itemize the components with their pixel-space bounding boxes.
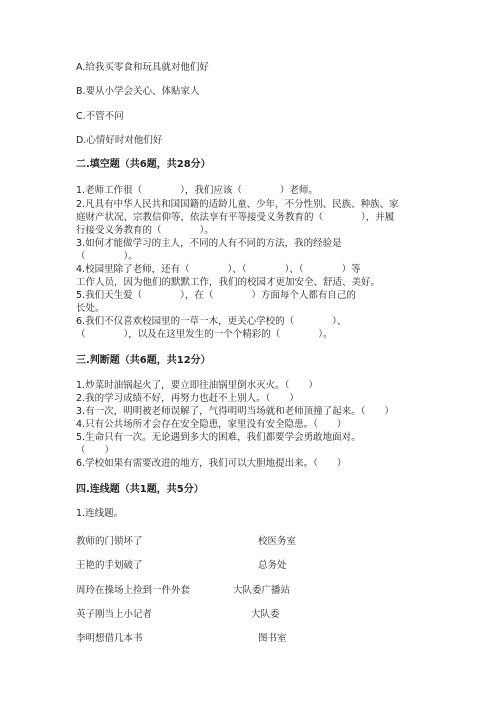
match-left-item: 李明想借几本书 — [76, 633, 143, 644]
judge-line: 2.我的学习成绩不好，再努力也赶不上别人。（ ） — [76, 393, 299, 404]
match-right-item: 总务处 — [258, 560, 287, 571]
fill-line: 庭财产状况、宗教信仰等，依法享有平等接受义务教育的（ ），并履 — [76, 212, 395, 223]
judge-line: 1.炒菜时油锅起火了，要立即往油锅里倒水灭火。（ ） — [76, 380, 318, 391]
fill-line: 2.凡具有中华人民共和国国籍的适龄儿童、少年，不分性别、民族、种族、家 — [76, 199, 399, 210]
judge-line: 6.学校如果有需要改进的地方，我们可以大胆地提出来。（ ） — [76, 458, 347, 469]
match-left-item: 教师的门锁坏了 — [76, 536, 143, 547]
match-right-item: 大队委 — [251, 609, 280, 620]
fill-line: 长处。 — [76, 303, 105, 314]
match-left-item: 周玲在操场上捡到一件外套 — [76, 585, 191, 596]
section-match-heading: 四.连线题（共1题，共5分） — [76, 484, 204, 495]
fill-line: （ ），以及在这里发生的一个个精彩的（ ）。 — [76, 329, 333, 340]
option-b: B.要从小学会关心、体贴家人 — [76, 86, 200, 97]
fill-line: 5.我们天生爱（ ），在（ ）方面每个人都有自己的 — [76, 290, 356, 301]
option-a: A.给我买零食和玩具就对他们好 — [76, 62, 209, 73]
judge-line: 3.有一次，明明被老师误解了，气得明明当场就和老师顶撞了起来。（ ） — [76, 406, 394, 417]
option-d: D.心情好时对他们好 — [76, 135, 163, 146]
judge-line: （ ） — [76, 445, 115, 456]
match-right-item: 图书室 — [258, 633, 287, 644]
section-judge-heading: 三.判断题（共6题，共12分） — [76, 355, 211, 366]
match-intro: 1.连线题。 — [76, 508, 124, 519]
fill-line: 行接受义务教育的（ ）。 — [76, 225, 214, 236]
judge-line: 5.生命只有一次。无论遇到多大的困难，我们都要学会勇敢地面对。 — [76, 432, 361, 443]
fill-line: 4.校园里除了老师，还有（ ）、（ ）、（ ）等 — [76, 264, 361, 275]
match-right-item: 校医务室 — [258, 536, 297, 547]
match-right-item: 大队委广播站 — [233, 585, 291, 596]
fill-line: 6.我们不仅喜欢校园里的一草一木，更关心学校的（ ）、 — [76, 316, 347, 327]
fill-line: 工作人员，因为他们的默默工作，我们的校园才更加安全、舒适、美好。 — [76, 277, 381, 288]
fill-line: 3.如何才能做学习的主人，不同的人有不同的方法，我的经验是 — [76, 238, 342, 249]
fill-line: （ ）。 — [76, 251, 138, 262]
fill-line: 1.老师工作很（ ），我们应该（ ）老师。 — [76, 185, 318, 196]
option-c: C.不管不问 — [76, 111, 124, 122]
match-left-item: 王艳的手划破了 — [76, 560, 143, 571]
match-left-item: 英子刚当上小记者 — [76, 609, 153, 620]
judge-line: 4.只有公共场所才会存在安全隐患，家里没有安全隐患。（ ） — [76, 419, 347, 430]
section-fill-heading: 二.填空题（共6题，共28分） — [76, 159, 211, 170]
